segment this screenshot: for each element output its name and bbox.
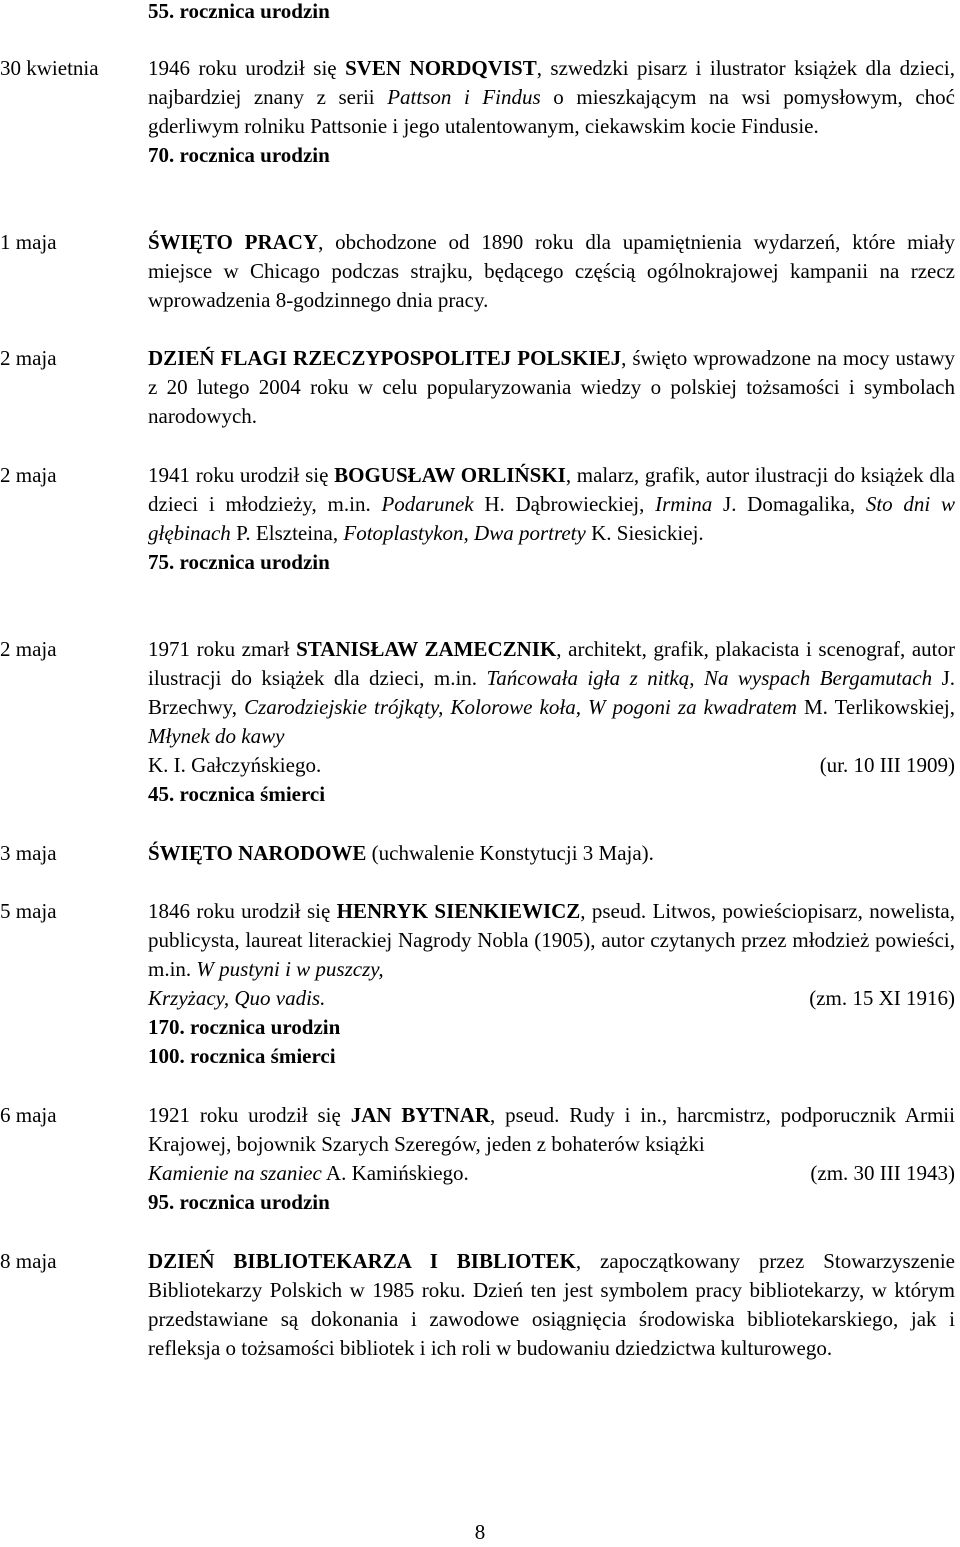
holiday-name: DZIEŃ FLAGI RZECZYPOSPOLITEJ POLSKIEJ (148, 346, 622, 370)
entry-text: DZIEŃ FLAGI RZECZYPOSPOLITEJ POLSKIEJ, święto wprowadzone na mocy ustawy z 20 lutego 2004 roku w celu popularyzowania wiedzy o polskiej tożsamości i symbolach narodowych. (148, 346, 955, 428)
person-name: SVEN NORDQVIST (345, 56, 537, 80)
entry-date: 3 maja (0, 841, 57, 865)
calendar-entry (0, 839, 960, 868)
calendar-entry (0, 461, 960, 577)
page-number: 8 (474, 1520, 486, 1544)
anniversary-label: 70. rocznica urodzin (148, 143, 330, 167)
entry-date: 1 maja (0, 230, 57, 254)
entry-date: 2 maja (0, 637, 57, 661)
calendar-entry (0, 1101, 960, 1217)
calendar-entry (0, 228, 960, 315)
entry-date: 2 maja (0, 463, 57, 487)
calendar-entry (0, 344, 960, 431)
anniversary-label: 170. rocznica urodzin (148, 1015, 341, 1039)
entry-last-line: K. I. Gałczyńskiego. (ur. 10 III 1909) (148, 751, 955, 780)
person-name: JAN BYTNAR (350, 1103, 491, 1127)
entry-date: 6 maja (0, 1103, 57, 1127)
person-name: HENRYK SIENKIEWICZ (336, 899, 581, 923)
entry-text: ŚWIĘTO PRACY, obchodzone od 1890 roku dla upamiętnienia wydarzeń, które miały miejsce w Chicago podczas strajku, będącego częścią ogólnokrajowej kampanii na rzecz wprowadzenia 8-godzinnego dnia pracy. (148, 230, 955, 312)
anniversary-label: 55. rocznica urodzin (148, 0, 330, 23)
entry-last-line: Kamienie na szaniec A. Kamińskiego. (zm. 30 III 1943) (148, 1159, 955, 1188)
entry-date: 8 maja (0, 1249, 57, 1273)
calendar-entry (0, 1247, 960, 1363)
holiday-name: ŚWIĘTO PRACY (148, 230, 319, 254)
book-title: Fotoplastykon, Dwa portrety (343, 521, 586, 545)
entry-date: 5 maja (0, 899, 57, 923)
book-title: Sto dni w głębinach (148, 492, 955, 545)
entry-date: 30 kwietnia (0, 56, 99, 80)
life-dates: (ur. 10 III 1909) (819, 753, 955, 777)
book-title: W pustyni i w puszczy, (196, 957, 384, 981)
entry-last-line (148, 984, 955, 1013)
book-title: Tańcowała igła z nitką, Na wyspach Bergamutach (486, 666, 933, 690)
anniversary-label: 45. rocznica śmierci (148, 782, 326, 806)
holiday-name: ŚWIĘTO NARODOWE (148, 841, 367, 865)
calendar-entry (0, 897, 960, 1071)
entry-text: 1946 roku urodził się SVEN NORDQVIST, szwedzki pisarz i ilustrator książek dla dzieci, najbardziej znany z serii Pattson i Findus o mieszkającym na wsi pomysłowym, choć gderliwym rolniku Pattsonie i jego utalentowanym, ciekawskim kocie Findusie. (148, 56, 955, 138)
calendar-entry (0, 635, 960, 809)
entry-text: 1921 roku urodził się JAN BYTNAR, pseud. Rudy i in., harcmistrz, podporucznik Armii Krajowej, bojownik Szarych Szeregów, jeden z bohaterów książki (148, 1103, 955, 1156)
holiday-name: DZIEŃ BIBLIOTEKARZA I BIBLIOTEK (148, 1249, 576, 1273)
life-dates: (zm. 30 III 1943) (810, 1161, 955, 1185)
life-dates: (zm. 15 XI 1916) (809, 986, 955, 1010)
person-name: BOGUSŁAW ORLIŃSKI (334, 463, 566, 487)
entry-text: 1941 roku urodził się BOGUSŁAW ORLIŃSKI, malarz, grafik, autor ilustracji do książek dla dzieci i młodzieży, m.in. Podarunek H. Dąbrowieckiej, Irmina J. Domagalika, Sto dni w głębinach P. Elszteina, Fotoplastykon, Dwa portrety K. Siesickiej. (148, 463, 955, 545)
person-name: STANISŁAW ZAMECZNIK (296, 637, 557, 661)
entry-text: ŚWIĘTO NARODOWE (uchwalenie Konstytucji 3 Maja). (148, 841, 654, 865)
anniversary-label: 100. rocznica śmierci (148, 1044, 336, 1068)
book-title: Podarunek (381, 492, 474, 516)
book-title: Pattson i Findus (387, 85, 541, 109)
book-title: Krzyżacy, Quo vadis. (148, 986, 326, 1010)
entry-text: 1846 roku urodził się HENRYK SIENKIEWICZ, pseud. Litwos, powieściopisarz, nowelista, publicysta, laureat literackiej Nagrody Nobla (1905), autor czytanych przez młodzież powieści, m.in. W pustyni i w puszczy, (148, 899, 955, 981)
entry-text: DZIEŃ BIBLIOTEKARZA I BIBLIOTEK, zapoczątkowany przez Stowarzyszenie Bibliotekarzy Polskich w 1985 roku. Dzień ten jest symbolem pracy bibliotekarzy, w którym przedstawiane są dokonania i zawodowe osiągnięcia środowiska bibliotekarskiego, jak i refleksja o tożsamości bibliotek i ich roli w budowaniu dziedzictwa kulturowego. (148, 1249, 955, 1360)
book-title: Irmina (655, 492, 713, 516)
calendar-entry (0, 54, 960, 170)
entry-text: 1971 roku zmarł STANISŁAW ZAMECZNIK, architekt, grafik, plakacista i scenograf, autor ilustracji do książek dla dzieci, m.in. Tańcowała igła z nitką, Na wyspach Bergamutach J. Brzechwy, Czarodziejskie trójkąty, Kolorowe koła, W pogoni za kwadratem M. Terlikowskiej, Młynek do kawy (148, 637, 956, 748)
anniversary-label: 95. rocznica urodzin (148, 1190, 330, 1214)
entry-date: 2 maja (0, 346, 57, 370)
book-title: Kamienie na szaniec (148, 1161, 322, 1185)
anniversary-label: 75. rocznica urodzin (148, 550, 330, 574)
book-title: Młynek do kawy (148, 724, 285, 748)
book-title: Czarodziejskie trójkąty, Kolorowe koła, W pogoni za kwadratem (244, 695, 797, 719)
